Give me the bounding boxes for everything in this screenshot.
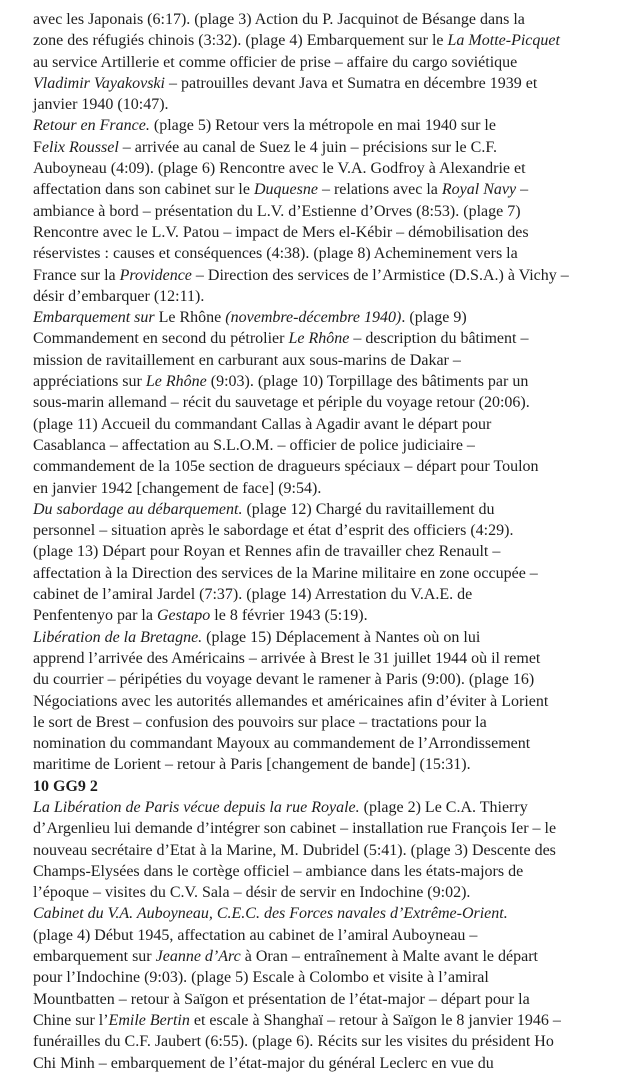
text-segment: nouveau secrétaire d’Etat à la Marine, M. Dubridel (5:41). (plage 3) Descente des [33,841,556,859]
text-line [33,52,633,73]
text-line [33,861,633,882]
text-line [33,243,633,264]
text-segment: – description du bâtiment – [349,330,529,348]
section-heading [33,776,633,797]
text-segment: d’Argenlieu lui demande d’intégrer son cabinet – installation rue François Ier – le [33,820,557,838]
text-line [33,627,633,648]
italic-text-segment: Libération de la Bretagne. [33,628,203,646]
italic-text-segment: Royal Navy [441,181,517,199]
text-segment: apprend l’arrivée des Américains – arrivée à Brest le 31 juillet 1944 où il remet [33,649,541,667]
text-segment: Chi Minh – embarquement de l’état-major du général Leclerc en vue du [33,1054,494,1072]
text-line [33,307,633,328]
text-segment: nomination du commandant Mayoux au commandement de l’Arrondissement [33,735,531,753]
text-line [33,222,633,243]
text-line [33,392,633,413]
text-line [33,818,633,839]
text-line [33,179,633,200]
text-line [33,328,633,349]
text-segment: au service Artillerie et comme officier de prise – affaire du cargo soviétique [33,53,518,71]
text-line [33,115,633,136]
text-line [33,73,633,94]
text-line [33,669,633,690]
text-segment: pour l’Indochine (9:03). (plage 5) Escale à Colombo et visite à l’amiral [33,969,489,987]
text-segment: (plage 13) Départ pour Royan et Rennes afin de travailler chez Renault – [33,543,501,561]
text-line [33,754,633,775]
text-segment: (plage 12) Chargé du ravitaillement du [242,500,495,518]
text-segment: le 8 février 1943 (5:19). [210,607,368,625]
bold-text-segment: 10 GG9 2 [33,777,98,795]
text-segment: – arrivée au canal de Suez le 4 juin – précisions sur le C.F. [118,138,497,156]
text-line [33,733,633,754]
text-line [33,265,633,286]
text-segment: Chine sur l’ [33,1011,109,1029]
text-segment: en janvier 1942 [changement de face] (9:54). [33,479,322,497]
text-segment: Négociations avec les autorités allemandes et américaines afin d’éviter à Lorient [33,692,549,710]
text-segment: personnel – situation après le sabordage et état d’esprit des officiers (4:29). [33,522,514,540]
text-line [33,499,633,520]
italic-text-segment: Cabinet du V.A. Auboyneau, C.E.C. des Forces navales d’Extrême-Orient. [33,905,508,923]
italic-text-segment: Gestapo [156,607,211,625]
text-segment: France sur la [33,266,120,284]
text-line [33,691,633,712]
text-line [33,9,633,30]
text-line [33,989,633,1010]
text-segment: Champs-Elysées dans le cortège officiel – ambiance dans les états-majors de [33,862,524,880]
text-segment: Le Rhône [158,309,226,327]
text-line [33,1031,633,1052]
text-line [33,371,633,392]
italic-text-segment: Vladimir Vayakovski [33,74,165,92]
text-segment: commandement de la 105e section de dragueurs spéciaux – départ pour Toulon [33,458,539,476]
text-segment: réservistes : causes et conséquences (4:38). (plage 8) Acheminement vers la [33,245,518,263]
text-line [33,967,633,988]
italic-text-segment: (novembre-décembre 1940) [225,309,402,327]
text-segment: maritime de Lorient – retour à Paris [changement de bande] (15:31). [33,756,471,774]
text-segment: du courrier – péripéties du voyage devant le ramener à Paris (9:00). (plage 16) [33,671,535,689]
italic-text-segment: Retour en France. [33,117,150,135]
text-segment: (9:03). (plage 10) Torpillage des bâtiments par un [206,373,529,391]
text-segment: l’époque – visites du C.V. Sala – désir de servir en Indochine (9:02). [33,884,471,902]
text-segment: – relations avec la [317,181,442,199]
text-line [33,712,633,733]
text-line [33,158,633,179]
text-segment: zone des réfugiés chinois (3:32). (plage 4) Embarquement sur le [33,32,448,50]
text-segment: à Oran – entraînement à Malte avant le départ [240,948,538,966]
text-segment: – Direction des services de l’Armistice (D.S.A.) à Vichy – [191,266,569,284]
text-line [33,1010,633,1031]
text-segment: (plage 11) Accueil du commandant Callas à Agadir avant le départ pour [33,415,492,433]
text-segment: ambiance à bord – présentation du L.V. d’Estienne d’Orves (8:53). (plage 7) [33,202,521,220]
text-line [33,286,633,307]
text-segment: (plage 15) Déplacement à Nantes où on lui [202,628,481,646]
italic-text-segment: Duquesne [253,181,318,199]
text-segment: cabinet de l’amiral Jardel (7:37). (plage 14) Arrestation du V.A.E. de [33,586,473,604]
text-line [33,435,633,456]
text-segment: avec les Japonais (6:17). (plage 3) Action du P. Jacquinot de Bésange dans la [33,11,525,28]
text-line [33,840,633,861]
italic-text-segment: Le Rhône [288,330,350,348]
text-segment: Casablanca – affectation au S.L.O.M. – officier de police judiciaire – [33,436,475,454]
text-segment: Commandement en second du pétrolier [33,330,289,348]
text-line [33,1053,633,1074]
text-line [33,584,633,605]
text-segment: le sort de Brest – confusion des pouvoirs sur place – tractations pour la [33,713,487,731]
italic-text-segment: La Motte-Picquet [447,32,560,50]
text-line [33,520,633,541]
italic-text-segment: Jeanne d’Arc [155,948,241,966]
text-segment: mission de ravitaillement en carburant aux sous-marins de Dakar – [33,351,461,369]
text-line [33,350,633,371]
text-line [33,797,633,818]
text-line [33,648,633,669]
text-segment: Mountbatten – retour à Saïgon et présentation de l’état-major – départ pour la [33,990,530,1008]
text-segment: et escale à Shanghaï – retour à Saïgon le 8 janvier 1946 – [189,1011,561,1029]
text-segment: Rencontre avec le L.V. Patou – impact de Mers el-Kébir – démobilisation des [33,223,529,241]
text-line [33,30,633,51]
text-line [33,201,633,222]
text-line [33,882,633,903]
text-line [33,605,633,626]
text-segment: appréciations sur [33,373,146,391]
text-line [33,94,633,115]
text-segment: (plage 4) Début 1945, affectation au cabinet de l’amiral Auboyneau – [33,926,478,944]
text-line [33,903,633,924]
text-segment: . (plage 9) [401,309,467,327]
text-segment: désir d’embarquer (12:11). [33,287,205,305]
italic-text-segment: elix Roussel [41,138,119,156]
text-segment: Penfentenyo par la [33,607,157,625]
text-line [33,456,633,477]
text-line [33,478,633,499]
text-line [33,946,633,967]
text-segment: F [33,138,42,156]
text-segment: (plage 5) Retour vers la métropole en mai 1940 sur le [149,117,496,135]
text-line [33,414,633,435]
italic-text-segment: Providence [119,266,192,284]
italic-text-segment: Emile Bertin [108,1011,190,1029]
text-segment: (plage 2) Le C.A. Thierry [359,798,528,816]
text-segment: embarquement sur [33,948,156,966]
text-line [33,541,633,562]
text-segment: affectation dans son cabinet sur le [33,181,254,199]
text-line [33,563,633,584]
text-segment: – [516,181,529,199]
italic-text-segment: Le Rhône [145,373,207,391]
italic-text-segment: La Libération de Paris vécue depuis la rue Royale. [33,798,360,816]
text-line [33,925,633,946]
text-segment: funérailles du C.F. Jaubert (6:55). (plage 6). Récits sur les visites du président Ho [33,1033,554,1051]
italic-text-segment: Du sabordage au débarquement. [33,500,243,518]
document-body [33,9,633,1074]
text-segment: janvier 1940 (10:47). [33,96,169,114]
text-segment: Auboyneau (4:09). (plage 6) Rencontre avec le V.A. Godfroy à Alexandrie et [33,160,526,178]
italic-text-segment: Embarquement sur [33,309,159,327]
text-line [33,137,633,158]
text-segment: affectation à la Direction des services de la Marine militaire en zone occupée – [33,564,538,582]
text-segment: sous-marin allemand – récit du sauvetage et périple du voyage retour (20:06). [33,394,530,412]
text-segment: – patrouilles devant Java et Sumatra en décembre 1939 et [164,74,538,92]
